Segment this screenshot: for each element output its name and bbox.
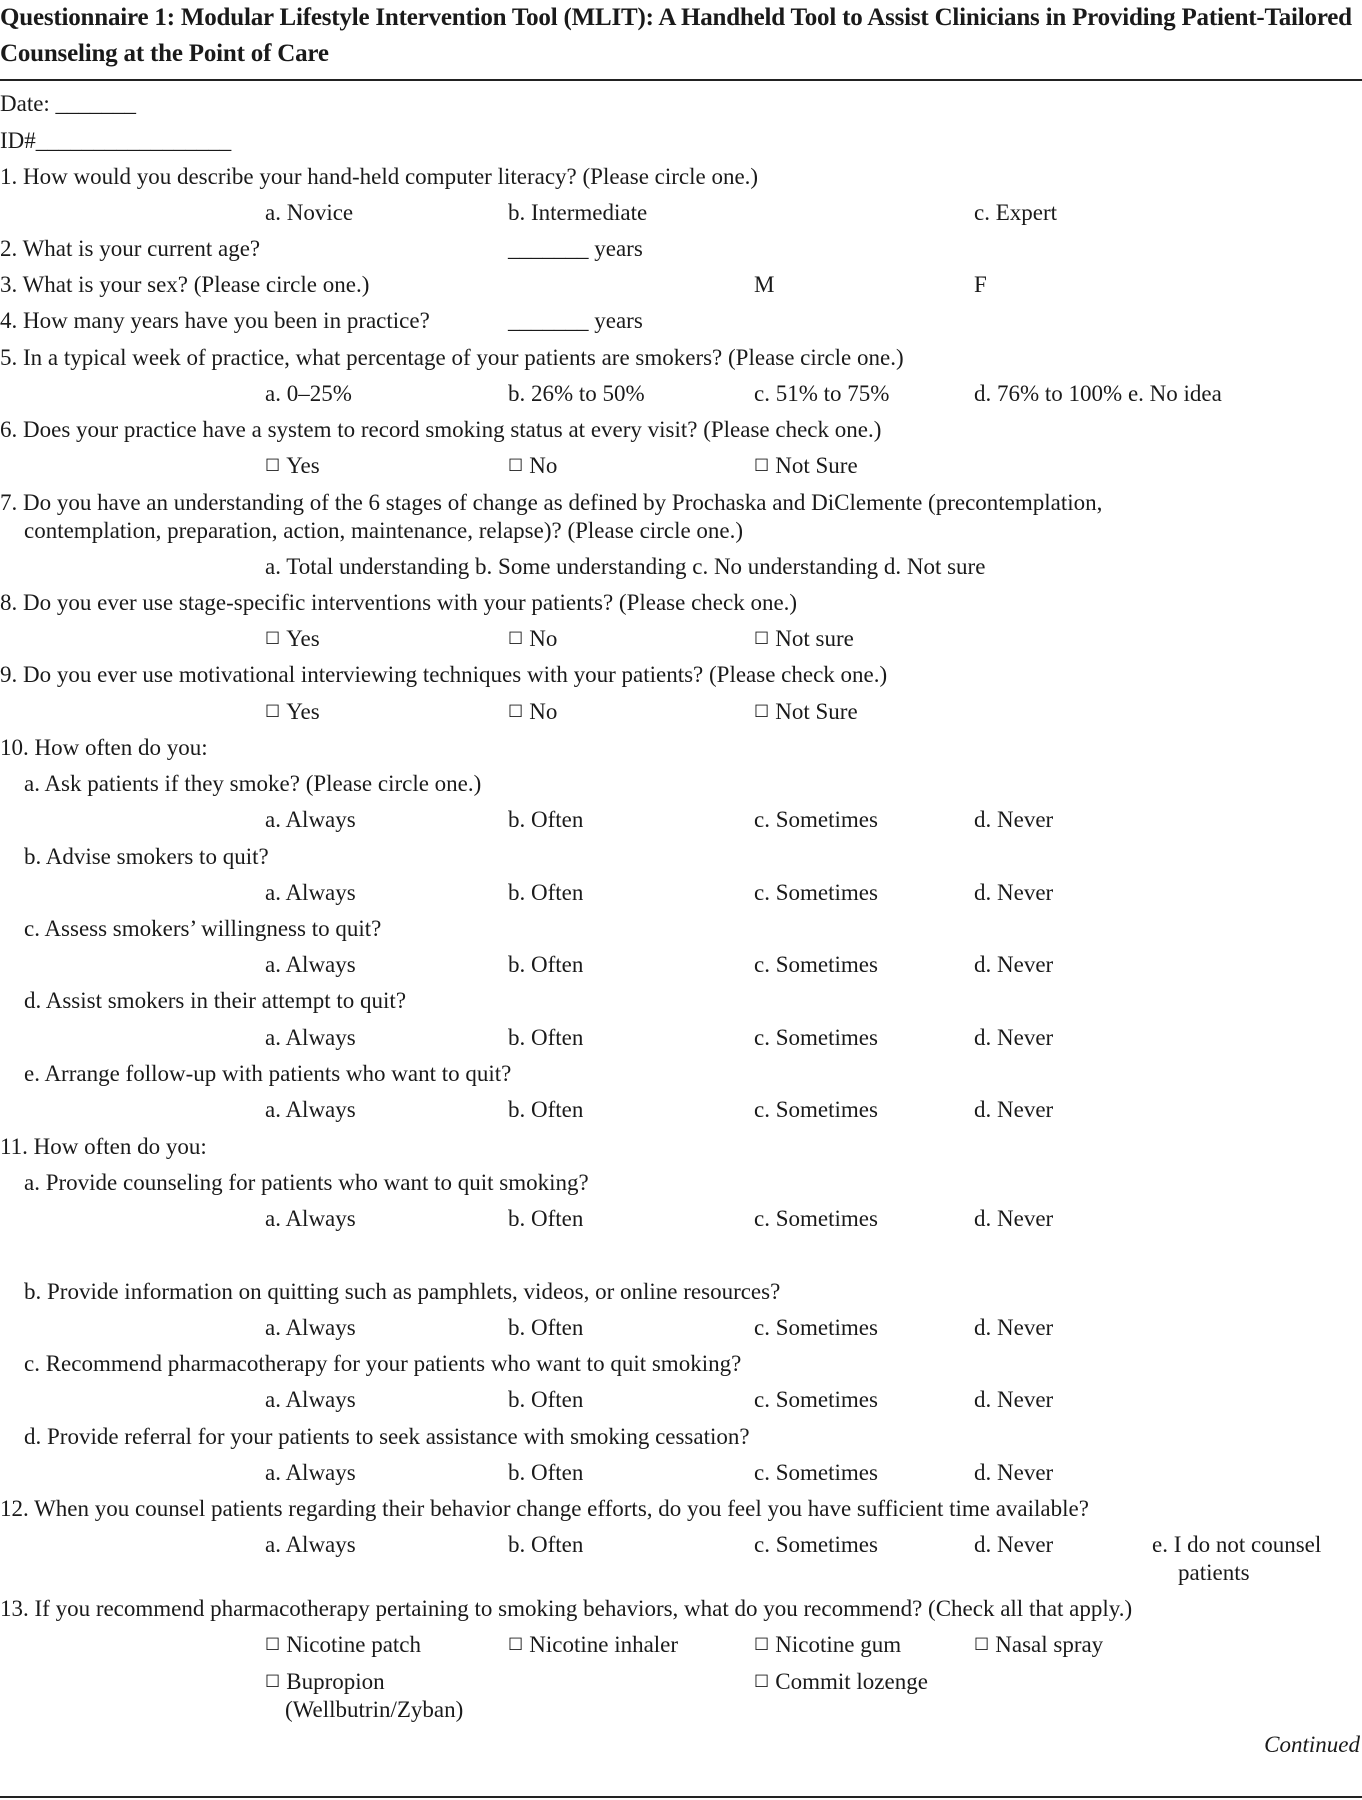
q5-option[interactable]: c. 51% to 75%: [754, 381, 890, 406]
q5-option[interactable]: d. 76% to 100% e. No idea: [974, 381, 1222, 406]
q10e-option[interactable]: d. Never: [974, 1097, 1054, 1122]
option-label: Yes: [286, 699, 320, 724]
option-label: Yes: [286, 453, 320, 478]
q10b-option[interactable]: a. Always: [265, 880, 356, 905]
option-label: Nicotine inhaler: [529, 1632, 679, 1657]
years-field[interactable]: _______ years: [508, 308, 643, 333]
q10e-option[interactable]: c. Sometimes: [754, 1097, 878, 1122]
q10c-option[interactable]: d. Never: [974, 952, 1054, 977]
age-field[interactable]: _______ years: [508, 236, 643, 261]
checkbox-icon[interactable]: ☐: [974, 1635, 990, 1655]
q11b-option[interactable]: c. Sometimes: [754, 1315, 878, 1340]
q11b-option[interactable]: a. Always: [265, 1315, 356, 1340]
question-10d: d. Assist smokers in their attempt to quit?: [24, 988, 407, 1013]
q13-option-commit-lozenge[interactable]: [754, 1668, 928, 1698]
q10c-option[interactable]: b. Often: [508, 952, 584, 977]
q10b-option[interactable]: b. Often: [508, 880, 584, 905]
checkbox-icon[interactable]: ☐: [265, 456, 281, 476]
checkbox-icon[interactable]: ☐: [265, 1672, 281, 1692]
q10d-option[interactable]: d. Never: [974, 1025, 1054, 1050]
q5-option[interactable]: a. 0–25%: [265, 381, 352, 406]
q11a-option[interactable]: d. Never: [974, 1206, 1054, 1231]
q11a-option[interactable]: b. Often: [508, 1206, 584, 1231]
question-11b: b. Provide information on quitting such as pamphlets, videos, or online resources?: [24, 1279, 781, 1304]
q3-option[interactable]: F: [974, 272, 987, 297]
question-6: 6. Does your practice have a system to record smoking status at every visit? (Please check one.): [0, 417, 882, 442]
q12-option[interactable]: c. Sometimes: [754, 1532, 878, 1557]
question-10b: b. Advise smokers to quit?: [24, 844, 269, 869]
question-8: 8. Do you ever use stage-specific interventions with your patients? (Please check one.): [0, 590, 798, 615]
top-rule: [0, 79, 1362, 81]
q12-option-no-counsel-cont: patients: [1178, 1560, 1250, 1585]
q3-option[interactable]: M: [754, 272, 775, 297]
checkbox-icon[interactable]: ☐: [508, 1635, 524, 1655]
option-label: Not Sure: [775, 699, 858, 724]
question-2: 2. What is your current age?: [0, 236, 261, 261]
q11b-option[interactable]: d. Never: [974, 1315, 1054, 1340]
question-13: 13. If you recommend pharmacotherapy pertaining to smoking behaviors, what do you recommend? (Check all that apply.): [0, 1596, 1133, 1621]
q11d-option[interactable]: d. Never: [974, 1460, 1054, 1485]
q10c-option[interactable]: a. Always: [265, 952, 356, 977]
q11d-option[interactable]: c. Sometimes: [754, 1460, 878, 1485]
question-10a: a. Ask patients if they smoke? (Please circle one.): [24, 771, 482, 796]
q8-option-yes[interactable]: [265, 625, 320, 655]
q1-option[interactable]: b. Intermediate: [508, 200, 648, 225]
question-10e: e. Arrange follow-up with patients who want to quit?: [24, 1061, 512, 1086]
checkbox-icon[interactable]: ☐: [754, 629, 770, 649]
question-4: 4. How many years have you been in practice?: [0, 308, 430, 333]
q6-option-not-sure[interactable]: [754, 452, 858, 482]
q13-bupropion-note: (Wellbutrin/Zyban): [285, 1697, 464, 1722]
q11c-option[interactable]: c. Sometimes: [754, 1387, 878, 1412]
q11d-option[interactable]: b. Often: [508, 1460, 584, 1485]
id-field[interactable]: ID#_________________: [0, 128, 232, 153]
checkbox-icon[interactable]: ☐: [754, 702, 770, 722]
checkbox-icon[interactable]: ☐: [508, 629, 524, 649]
q1-option[interactable]: c. Expert: [974, 200, 1058, 225]
checkbox-icon[interactable]: ☐: [265, 629, 281, 649]
question-3: 3. What is your sex? (Please circle one.): [0, 272, 370, 297]
question-11d: d. Provide referral for your patients to seek assistance with smoking cessation?: [24, 1424, 750, 1449]
q10d-option[interactable]: c. Sometimes: [754, 1025, 878, 1050]
question-11c: c. Recommend pharmacotherapy for your patients who want to quit smoking?: [24, 1351, 742, 1376]
q11d-option[interactable]: a. Always: [265, 1460, 356, 1485]
question-10: 10. How often do you:: [0, 735, 208, 760]
option-label: Not sure: [775, 626, 854, 651]
q10a-option[interactable]: b. Often: [508, 807, 584, 832]
option-label: Commit lozenge: [775, 1669, 928, 1694]
q11a-option[interactable]: c. Sometimes: [754, 1206, 878, 1231]
checkbox-icon[interactable]: ☐: [754, 1672, 770, 1692]
q11c-option[interactable]: a. Always: [265, 1387, 356, 1412]
checkbox-icon[interactable]: ☐: [754, 1635, 770, 1655]
q13-option-nicotine-gum[interactable]: [754, 1631, 901, 1661]
question-7-cont: contemplation, preparation, action, maintenance, relapse)? (Please circle one.): [24, 518, 744, 543]
q13-option-nasal-spray[interactable]: [974, 1631, 1103, 1661]
q13-option-bupropion[interactable]: [265, 1668, 385, 1698]
date-field[interactable]: Date: _______: [0, 91, 137, 116]
option-label: Nicotine patch: [286, 1632, 422, 1657]
q5-option[interactable]: b. 26% to 50%: [508, 381, 645, 406]
continued-note: Continued: [1264, 1732, 1360, 1757]
q10a-option[interactable]: d. Never: [974, 807, 1054, 832]
q10b-option[interactable]: d. Never: [974, 880, 1054, 905]
option-label: Yes: [286, 626, 320, 651]
question-1: 1. How would you describe your hand-held computer literacy? (Please circle one.): [0, 164, 759, 189]
question-10c: c. Assess smokers’ willingness to quit?: [24, 916, 382, 941]
question-12: 12. When you counsel patients regarding their behavior change efforts, do you feel you have sufficient time available?: [0, 1496, 1089, 1521]
q13-option-nicotine-inhaler[interactable]: [508, 1631, 678, 1661]
option-label: Nasal spray: [995, 1632, 1104, 1657]
q11c-option[interactable]: b. Often: [508, 1387, 584, 1412]
option-label: Bupropion: [286, 1669, 385, 1694]
q13-option-nicotine-patch[interactable]: [265, 1631, 421, 1661]
question-11: 11. How often do you:: [0, 1134, 207, 1159]
q9-option-not-sure[interactable]: [754, 698, 858, 728]
q12-option[interactable]: d. Never: [974, 1532, 1054, 1557]
option-label: Nicotine gum: [775, 1632, 902, 1657]
question-9: 9. Do you ever use motivational interviewing techniques with your patients? (Please check one.): [0, 662, 888, 687]
page-title: Questionnaire 1: Modular Lifestyle Intervention Tool (MLIT): A Handheld Tool to Assist Clinicians in Providing Patient-Tailored Counseling at the Point of Care: [0, 4, 1352, 67]
option-label: No: [529, 699, 558, 724]
q10b-option[interactable]: c. Sometimes: [754, 880, 878, 905]
q9-option-yes[interactable]: [265, 698, 320, 728]
checkbox-icon[interactable]: ☐: [265, 702, 281, 722]
q10c-option[interactable]: c. Sometimes: [754, 952, 878, 977]
q11a-option[interactable]: a. Always: [265, 1206, 356, 1231]
option-label: No: [529, 453, 558, 478]
q11b-option[interactable]: b. Often: [508, 1315, 584, 1340]
q6-option-no[interactable]: [508, 452, 557, 482]
option-label: No: [529, 626, 558, 651]
checkbox-icon[interactable]: ☐: [508, 456, 524, 476]
q1-option[interactable]: a. Novice: [265, 200, 354, 225]
option-label: Not Sure: [775, 453, 858, 478]
checkbox-icon[interactable]: ☐: [754, 456, 770, 476]
q11c-option[interactable]: d. Never: [974, 1387, 1054, 1412]
q10a-option[interactable]: c. Sometimes: [754, 807, 878, 832]
q7-options[interactable]: a. Total understanding b. Some understanding c. No understanding d. Not sure: [265, 554, 986, 579]
bottom-rule: [0, 1796, 1362, 1798]
q12-option[interactable]: b. Often: [508, 1532, 584, 1557]
question-11a: a. Provide counseling for patients who want to quit smoking?: [24, 1170, 589, 1195]
q10d-option[interactable]: a. Always: [265, 1025, 356, 1050]
question-5: 5. In a typical week of practice, what percentage of your patients are smokers? (Please circle one.): [0, 345, 904, 370]
checkbox-icon[interactable]: ☐: [508, 702, 524, 722]
q8-option-not-sure[interactable]: [754, 625, 854, 655]
q8-option-no[interactable]: [508, 625, 557, 655]
q9-option-no[interactable]: [508, 698, 557, 728]
question-7: 7. Do you have an understanding of the 6 stages of change as defined by Prochaska and DiClemente (precontemplation,: [0, 490, 1103, 515]
q12-option[interactable]: a. Always: [265, 1532, 356, 1557]
q6-option-yes[interactable]: [265, 452, 320, 482]
q10d-option[interactable]: b. Often: [508, 1025, 584, 1050]
q12-option-no-counsel[interactable]: e. I do not counsel: [1152, 1532, 1322, 1557]
q10e-option[interactable]: a. Always: [265, 1097, 356, 1122]
q10e-option[interactable]: b. Often: [508, 1097, 584, 1122]
q10a-option[interactable]: a. Always: [265, 807, 356, 832]
checkbox-icon[interactable]: ☐: [265, 1635, 281, 1655]
